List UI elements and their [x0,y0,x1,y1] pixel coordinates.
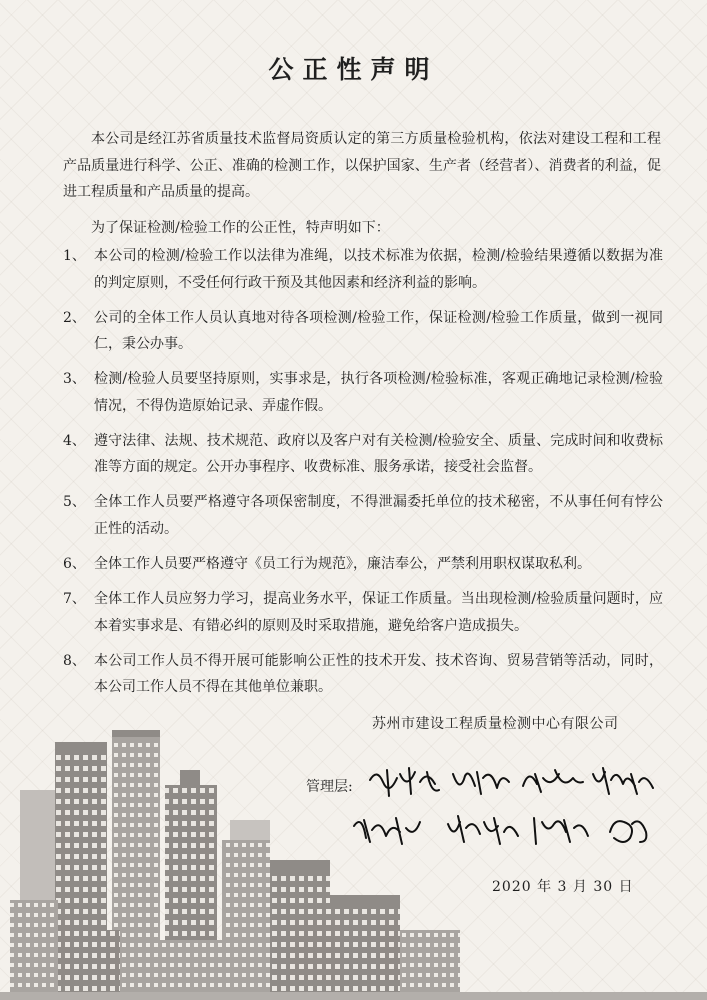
declaration-item [63,489,663,542]
declaration-item [63,366,663,419]
item-text: 公司的全体工作人员认真地对待各项检测/检验工作，保证检测/检验工作质量，做到一视同仁，秉公办事。 [94,309,663,353]
signature-row-1 [365,760,665,804]
item-text: 本公司工作人员不得开展可能影响公正性的技术开发、技术咨询、贸易营销等活动，同时，本公司工作人员不得在其他单位兼职。 [94,652,663,696]
item-number: 1、 [63,248,86,264]
item-number: 2、 [63,309,86,326]
item-number: 8、 [63,652,86,669]
intro-paragraph: 本公司是经江苏省质量技术监督局资质认定的第三方质量检验机构，依法对建设工程和工程产品质量进行科学、公正、准确的检测工作，以保护国家、生产者（经营者）、消费者的利益，促进工程质量和产品质量的提高。 [63,131,661,200]
item-text: 本公司的检测/检验工作以法律为准绳，以技术标准为依据，检测/检验结果遵循以数据为准的判定原则，不受任何行政干预及其他因素和经济利益的影响。 [94,248,663,291]
lead-paragraph: 为了保证检测/检验工作的公正性，特声明如下： [91,220,390,236]
item-number: 5、 [63,494,86,511]
issue-date: 2020 年 3 月 30 日 [492,879,634,895]
item-number: 6、 [63,555,86,572]
document-title: 公正性声明 [268,55,439,84]
item-number: 7、 [63,591,86,608]
signature-5 [354,818,420,844]
signature-8 [610,821,646,842]
item-number: 3、 [63,371,86,388]
declaration-item [63,648,663,701]
signature-6 [448,816,518,844]
organization-name: 苏州市建设工程质量检测中心有限公司 [372,716,619,732]
signature-7 [534,818,588,844]
declaration-item [63,305,663,358]
item-text: 遵守法律、法规、技术规范、政府以及客户对有关检测/检验安全、质量、完成时间和收费标准等方面的规定。公开办事程序、收费标准、服务承诺，接受社会监督。 [94,432,663,476]
item-text: 全体工作人员要严格遵守《员工行为规范》，廉洁奉公，严禁利用职权谋取私利。 [94,555,591,572]
item-number: 4、 [63,432,86,449]
declaration-item [63,243,663,296]
signature-4 [593,768,653,794]
item-text: 全体工作人员应努力学习，提高业务水平，保证工作质量。当出现检测/检验质量问题时，应本着实事求是、有错必纠的原则及时采取措施，避免给客户造成损失。 [94,591,663,634]
signature-1 [370,768,439,796]
item-text: 检测/检验人员要坚持原则，实事求是，执行各项检测/检验标准，客观正确地记录检测/检验情况，不得伪造原始记录、弄虚作假。 [94,371,663,414]
declaration-list [63,243,663,709]
declaration-item [63,586,663,639]
declaration-item [63,428,663,481]
declaration-item [63,551,663,578]
signature-row-2 [348,808,668,852]
signature-3 [523,770,583,792]
management-label: 管理层: [306,779,353,795]
item-text: 全体工作人员要严格遵守各项保密制度，不得泄漏委托单位的技术秘密，不从事任何有悖公正性的活动。 [94,494,663,537]
signature-2 [453,772,509,794]
